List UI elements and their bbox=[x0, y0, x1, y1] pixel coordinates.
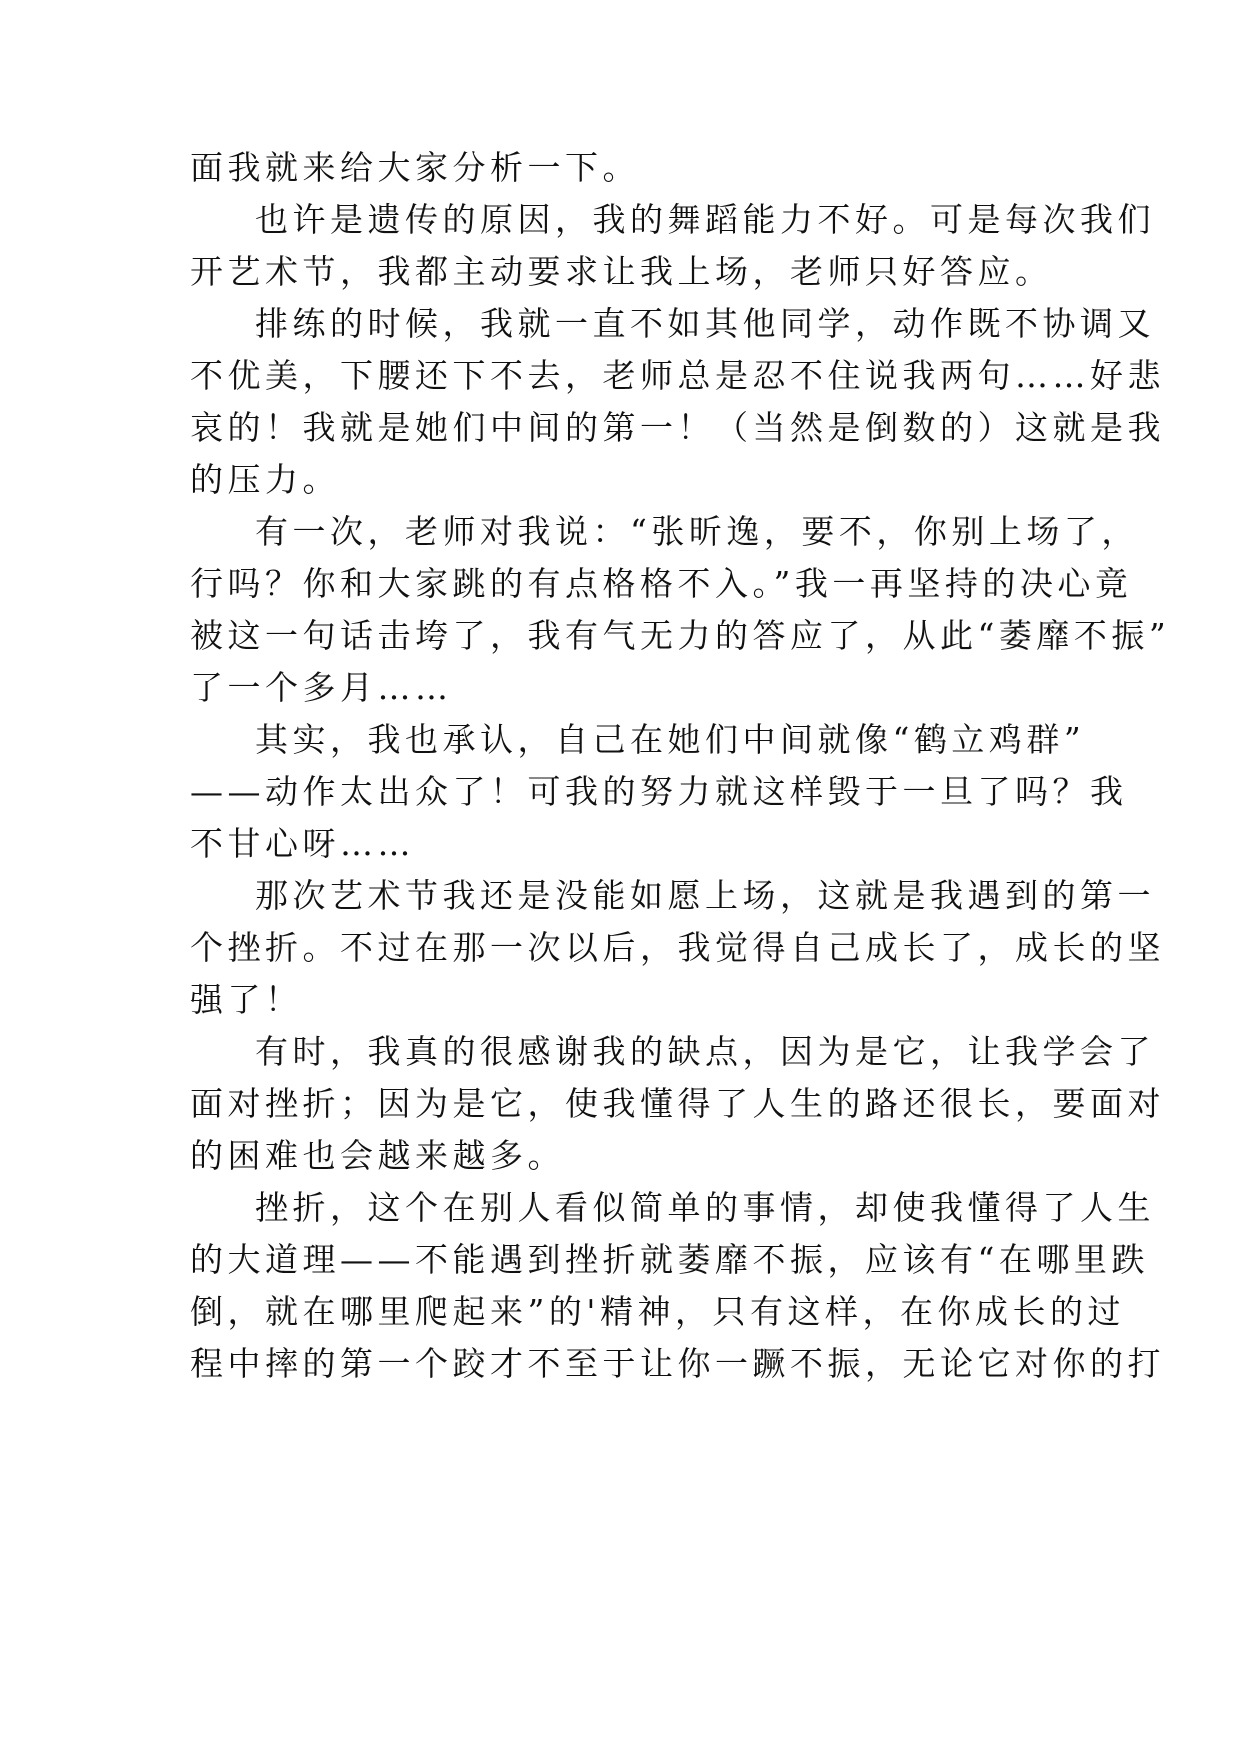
text-line: 倒，就在哪里爬起来”的'精神，只有这样，在你成长的过 bbox=[190, 1292, 1125, 1331]
text-line: 不甘心呀…… bbox=[190, 824, 415, 863]
text-line: ——动作太出众了！可我的努力就这样毁于一旦了吗？我 bbox=[190, 772, 1128, 811]
text-line: 排练的时候，我就一直不如其他同学，动作既不协调又 bbox=[255, 304, 1155, 343]
text-line: 开艺术节，我都主动要求让我上场，老师只好答应。 bbox=[190, 252, 1053, 291]
text-line: 其实，我也承认，自己在她们中间就像“鹤立鸡群” bbox=[255, 720, 1086, 759]
text-line: 面对挫折；因为是它，使我懂得了人生的路还很长，要面对 bbox=[190, 1084, 1165, 1123]
text-line: 被这一句话击垮了，我有气无力的答应了，从此“萎靡不振” bbox=[190, 616, 1171, 655]
text-line: 不优美，下腰还下不去，老师总是忍不住说我两句……好悲 bbox=[190, 356, 1165, 395]
text-line: 挫折，这个在别人看似简单的事情，却使我懂得了人生 bbox=[255, 1188, 1155, 1227]
text-line: 的大道理——不能遇到挫折就萎靡不振，应该有“在哪里跌 bbox=[190, 1240, 1149, 1279]
text-line: 的困难也会越来越多。 bbox=[190, 1136, 565, 1175]
text-line: 的压力。 bbox=[190, 460, 340, 499]
text-line: 有一次，老师对我说：“张昕逸，要不，你别上场了， bbox=[255, 512, 1139, 551]
text-line: 强了！ bbox=[190, 980, 303, 1019]
text-line: 那次艺术节我还是没能如愿上场，这就是我遇到的第一 bbox=[255, 876, 1155, 915]
text-line: 行吗？你和大家跳的有点格格不入。”我一再坚持的决心竟 bbox=[190, 564, 1133, 603]
text-line: 有时，我真的很感谢我的缺点，因为是它，让我学会了 bbox=[255, 1032, 1155, 1071]
text-line: 面我就来给大家分析一下。 bbox=[190, 148, 640, 187]
text-line: 也许是遗传的原因，我的舞蹈能力不好。可是每次我们 bbox=[255, 200, 1155, 239]
text-line: 了一个多月…… bbox=[190, 668, 453, 707]
text-line: 程中摔的第一个跤才不至于让你一蹶不振，无论它对你的打 bbox=[190, 1344, 1165, 1383]
text-line: 哀的！我就是她们中间的第一！（当然是倒数的）这就是我 bbox=[190, 408, 1165, 447]
text-line: 个挫折。不过在那一次以后，我觉得自己成长了，成长的坚 bbox=[190, 928, 1165, 967]
